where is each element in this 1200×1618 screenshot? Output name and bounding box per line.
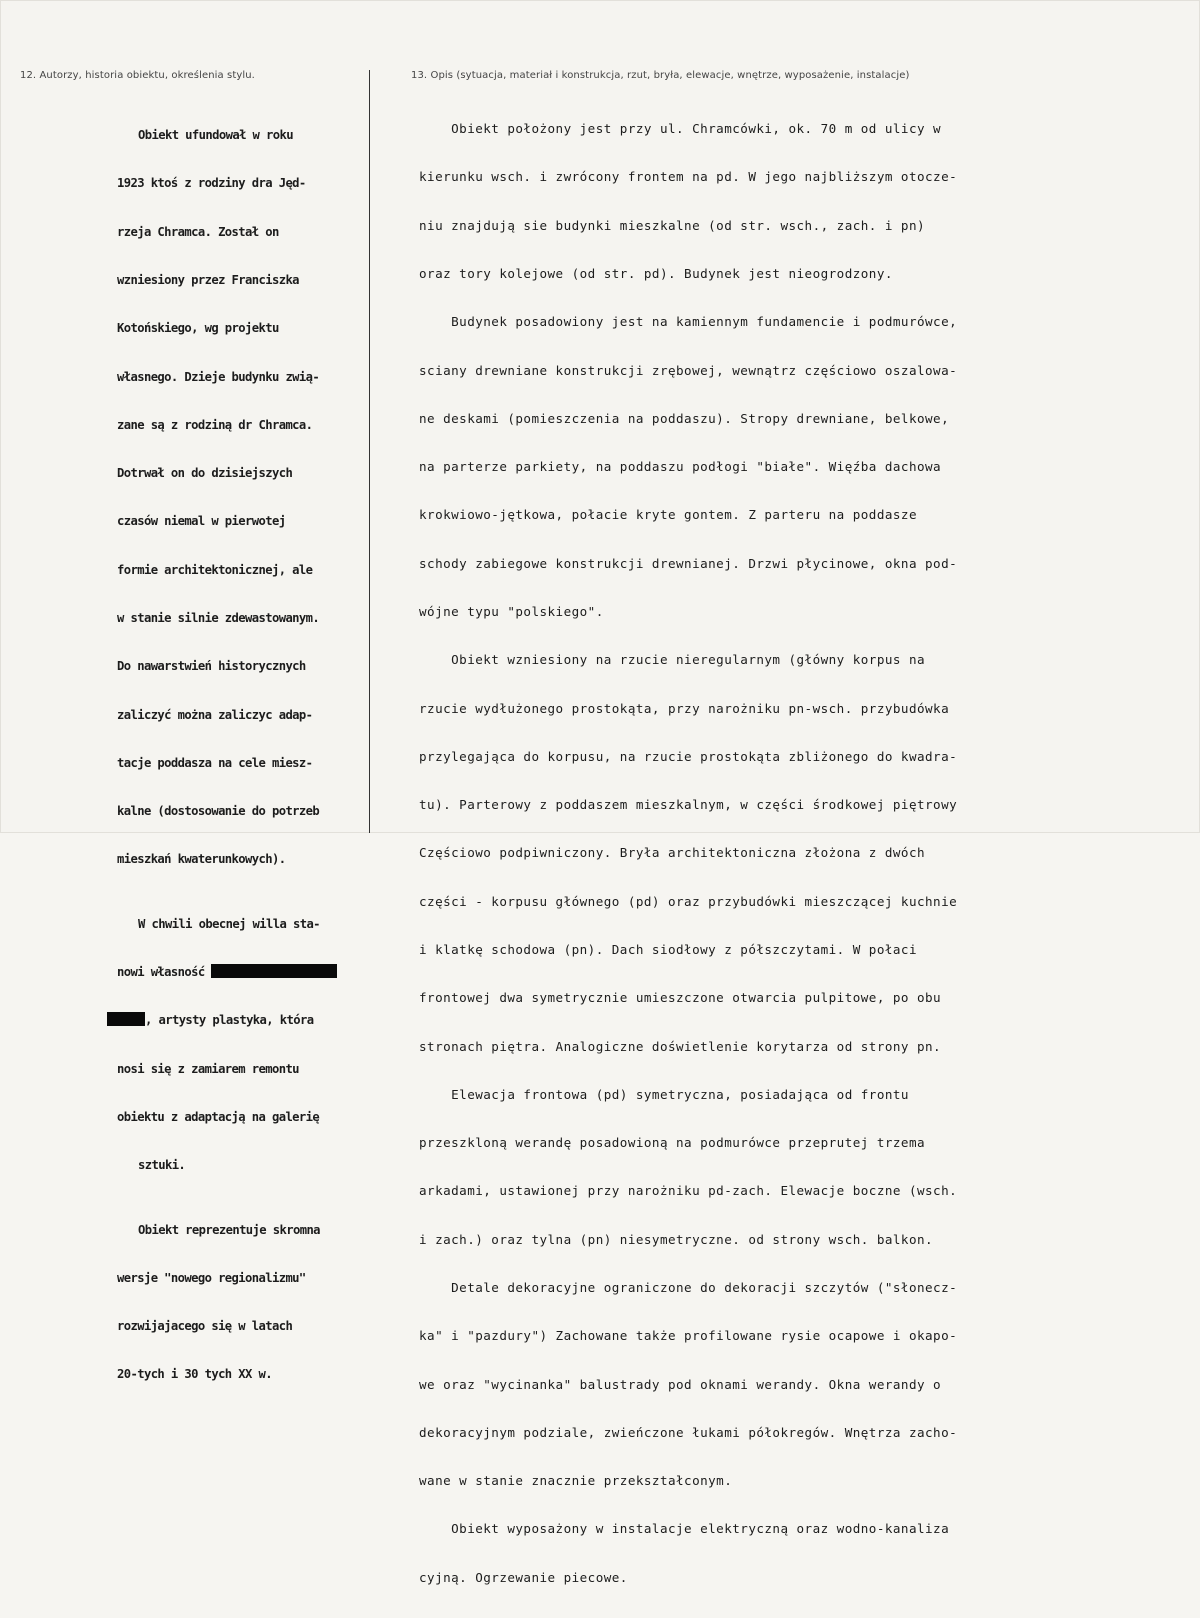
history-line-redacted [107, 1012, 337, 1028]
history-line: Obiekt ufundował w roku [138, 128, 293, 143]
description-line: cyjną. Ogrzewanie piecowe. [419, 1569, 628, 1585]
description-line: stronach piętra. Analogiczne doświetlenie korytarza od strony pn. [419, 1038, 942, 1054]
history-line-redacted [117, 964, 337, 980]
description-line: na parterze parkiety, na poddaszu podłogi "białe". Więźba dachowa [419, 459, 942, 475]
description-line: części - korpusu głównego (pd) oraz przybudówki mieszczącej kuchnie [419, 893, 958, 909]
description-line: i zach.) oraz tylna (pn) niesymetryczne. od strony wsch. balkon. [419, 1231, 934, 1247]
description-text [419, 89, 957, 1618]
description-line: przylegająca do korpusu, na rzucie prostokąta zbliżonego do kwadra- [419, 748, 958, 764]
history-text [117, 95, 337, 1415]
history-line: 1923 ktoś z rodziny dra Jęd- [117, 176, 306, 191]
description-line: Obiekt wzniesiony na rzucie nieregularnym (główny korpus na [419, 652, 926, 668]
history-line: tacje poddasza na cele miesz- [117, 755, 313, 770]
history-line: wzniesiony przez Franciszka [117, 273, 299, 288]
description-line: tu). Parterowy z poddaszem mieszkalnym, w części środkowej piętrowy [419, 797, 958, 813]
description-line: we oraz "wycinanka" balustrady pod oknami werandy. Okna werandy o [419, 1376, 942, 1392]
owner-prefix: nowi własność [117, 965, 212, 980]
description-line: Elewacja frontowa (pd) symetryczna, posiadająca od frontu [419, 1086, 909, 1102]
history-line: mieszkań kwaterunkowych). [117, 852, 286, 867]
description-line: Obiekt położony jest przy ul. Chramcówki, ok. 70 m od ulicy w [419, 121, 942, 137]
description-line: wane w stanie znacznie przekształconym. [419, 1473, 733, 1489]
description-line: Częściowo podpiwniczony. Bryła architektoniczna złożona z dwóch [419, 845, 926, 861]
history-line: Obiekt reprezentuje skromna [138, 1222, 320, 1237]
redaction-block [211, 964, 337, 978]
redaction-block [107, 1012, 145, 1026]
history-line: Dotrwał on do dzisiejszych [117, 466, 293, 481]
section-13-header: 13. Opis (sytuacja, materiał i konstrukcja, rzut, bryła, elewacje, wnętrze, wyposażenie, instalacje) [411, 70, 910, 81]
history-line: zane są z rodziną dr Chramca. [117, 417, 313, 432]
history-line: 20-tych i 30 tych XX w. [117, 1367, 272, 1382]
history-line: zaliczyć można zaliczyc adap- [117, 707, 313, 722]
description-line: dekoracyjnym podziale, zwieńczone łukami półokregów. Wnętrza zacho- [419, 1424, 958, 1440]
history-line: wersje "nowego regionalizmu" [117, 1270, 306, 1285]
description-line: ka" i "pazdury") Zachowane także profilowane rysie ocapowe i okapo- [419, 1328, 958, 1344]
description-line: Budynek posadowiony jest na kamiennym fundamencie i podmurówce, [419, 314, 958, 330]
description-line: kierunku wsch. i zwrócony frontem na pd. W jego najbliższym otocze- [419, 169, 958, 185]
section-12-header: 12. Autorzy, historia obiektu, określenia stylu. [20, 70, 255, 81]
description-line: sciany drewniane konstrukcji zrębowej, wewnątrz częściowo oszalowa- [419, 362, 958, 378]
description-line: Obiekt wyposażony w instalacje elektryczną oraz wodno-kanaliza [419, 1521, 950, 1537]
description-line: krokwiowo-jętkowa, połacie kryte gontem. Z parteru na poddasze [419, 507, 917, 523]
history-line: czasów niemal w pierwotej [117, 514, 286, 529]
history-line: własnego. Dzieje budynku zwią- [117, 369, 320, 384]
history-line: W chwili obecnej willa sta- [138, 916, 320, 931]
history-line: sztuki. [138, 1158, 186, 1173]
history-line: nosi się z zamiarem remontu [117, 1061, 299, 1076]
description-line: frontowej dwa symetrycznie umieszczone otwarcia pulpitowe, po obu [419, 990, 942, 1006]
description-line: Detale dekoracyjne ograniczone do dekoracji szczytów ("słonecz- [419, 1279, 958, 1295]
history-line: Kotońskiego, wg projektu [117, 321, 279, 336]
description-line: oraz tory kolejowe (od str. pd). Budynek jest nieogrodzony. [419, 266, 893, 282]
description-line: i klatkę schodowa (pn). Dach siodłowy z półszczytami. W połaci [419, 941, 917, 957]
history-line: rzeja Chramca. Został on [117, 224, 279, 239]
history-line: obiektu z adaptacją na galerię [117, 1109, 320, 1124]
description-line: arkadami, ustawionej przy narożniku pd-zach. Elewacje boczne (wsch. [419, 1183, 958, 1199]
description-line: schody zabiegowe konstrukcji drewnianej. Drzwi płycinowe, okna pod- [419, 555, 958, 571]
column-divider [369, 70, 370, 833]
description-line: wójne typu "polskiego". [419, 604, 604, 619]
description-line: rzucie wydłużonego prostokąta, przy narożniku pn-wsch. przybudówka [419, 700, 950, 716]
description-line: ne deskami (pomieszczenia na poddaszu). Stropy drewniane, belkowe, [419, 410, 950, 426]
history-line: kalne (dostosowanie do potrzeb [117, 804, 320, 819]
history-line: Do nawarstwień historycznych [117, 659, 306, 674]
description-line: przeszkloną werandę posadowioną na podmurówce przeprutej trzema [419, 1135, 926, 1151]
description-line: niu znajdują sie budynki mieszkalne (od str. wsch., zach. i pn) [419, 217, 926, 233]
owner-suffix: , artysty plastyka, która [145, 1013, 314, 1028]
history-line: formie architektonicznej, ale [117, 562, 313, 577]
history-line: rozwijajacego się w latach [117, 1319, 293, 1334]
history-line: w stanie silnie zdewastowanym. [117, 611, 320, 625]
